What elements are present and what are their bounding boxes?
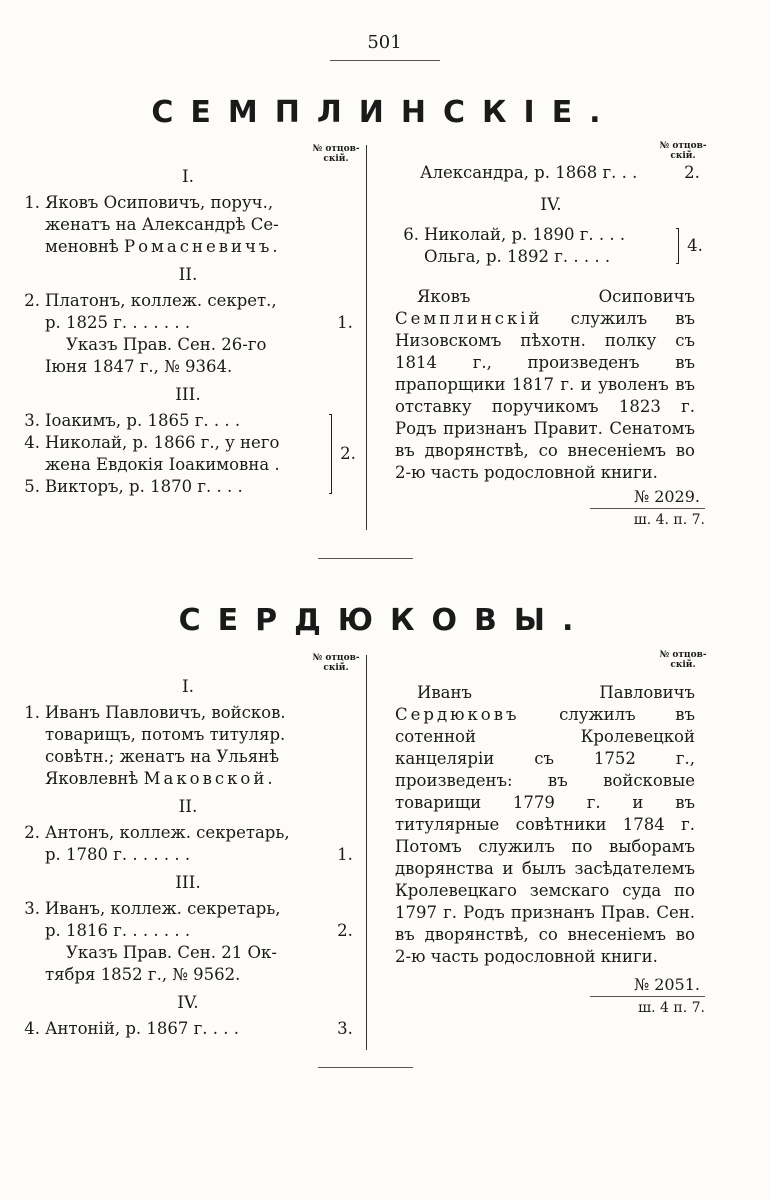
entry-1: 1. Яковъ Осиповичъ, поруч., женатъ на Александрѣ Се- меновнѣ Ромасневичъ. xyxy=(24,193,281,256)
entry-aleksandra: Александра, р. 1868 г. . . 2. xyxy=(420,163,700,182)
entry-olga: Ольга, р. 1892 г. . . . . xyxy=(424,247,611,266)
family2-left-column xyxy=(16,670,360,1040)
generation-2-heading-2: II. xyxy=(178,797,198,817)
otsovsky-header-left-1: № отцов- скій. xyxy=(312,144,360,164)
entry-4-2: 4. Антоній, р. 1867 г. . . . 3. xyxy=(24,1019,353,1038)
entry-3: 3. Іоакимъ, р. 1865 г. . . . xyxy=(24,411,241,430)
generation-4-heading: IV. xyxy=(540,195,562,215)
page-number: 501 xyxy=(367,32,402,53)
generation-3-heading-2: III. xyxy=(175,873,201,893)
otsovsky-header-right-2: № отцов- скій. xyxy=(659,650,707,670)
generation-4-group xyxy=(395,224,707,268)
bracket-brace-1 xyxy=(329,414,332,494)
document-number-1: № 2029. xyxy=(633,487,700,506)
family1-left-column xyxy=(16,160,360,498)
family-title-serdyukovy: СЕРДЮКОВЫ. xyxy=(178,603,591,638)
page-end-divider xyxy=(318,1067,413,1068)
entry-3-2: 3. Иванъ, коллеж. секретарь, р. 1816 г. . . . . . . 2. xyxy=(24,899,353,940)
document-number-2: № 2051. xyxy=(633,975,700,994)
column-divider-1 xyxy=(366,145,367,530)
generation-2-heading: II. xyxy=(178,265,198,285)
shelf-reference-2: ш. 4 п. 7. xyxy=(638,1000,705,1016)
entry-1-2: 1. Иванъ Павловичъ, войсков. товарищъ, потомъ титуляр. совѣтн.; женатъ на Ульянѣ Яковлевнѣ Маковской. xyxy=(24,703,286,788)
ref-generation-4: 4. xyxy=(687,236,703,255)
docno-rule-1 xyxy=(590,508,705,509)
generation-3-group xyxy=(16,410,360,498)
family2-history-note: Иванъ Павловичъ Сердюковъ служилъ въ сотенной Кролевецкой канцеляріи съ 1752 г., произведенъ: въ войсковые товарищи 1779 г. и въ титулярные совѣтники 1784 г. Потомъ служилъ по выборамъ дворянства и былъ засѣдателемъ Кролевецкаго земскаго суда по 1797 г. Родъ признанъ Прав. Сен. въ дворянствѣ, со внесеніемъ во 2-ю часть родословной книги. xyxy=(395,683,695,966)
family-title-semplinskie: СЕМПЛИНСКІЕ. xyxy=(151,95,618,130)
generation-1-heading: I. xyxy=(181,167,195,187)
docno-rule-2 xyxy=(590,996,705,997)
bracket-brace-2 xyxy=(676,228,679,264)
entry-4: 4. Николай, р. 1866 г., у него жена Евдокія Іоакимовна . xyxy=(24,433,280,474)
decree-note-2: Указъ Прав. Сен. 21 Ок- тября 1852 г., № 9562. xyxy=(45,943,277,984)
otsovsky-header-right-1: № отцов- скій. xyxy=(659,141,707,161)
family2-right-column xyxy=(395,682,707,1019)
entry-6: 6. Николай, р. 1890 г. . . . xyxy=(403,225,626,244)
entry-5: 5. Викторъ, р. 1870 г. . . . xyxy=(24,477,243,496)
section-divider xyxy=(318,558,413,559)
family1-right-column xyxy=(395,162,707,531)
family1-history-note: Яковъ Осиповичъ Семплинскій служилъ въ Низовскомъ пѣхотн. полку съ 1814 г., произведенъ въ прапорщики 1817 г. и уволенъ въ отставку поручикомъ 1823 г. Родъ признанъ Правит. Сенатомъ въ дворянствѣ, со внесеніемъ во 2-ю часть родословной книги. xyxy=(395,287,695,482)
decree-note-1: Указъ Прав. Сен. 26-го Іюня 1847 г., № 9364. xyxy=(45,335,267,376)
generation-3-heading: III. xyxy=(175,385,201,405)
entry-2: 2. Платонъ, коллеж. секрет., р. 1825 г. . . . . . . 1. xyxy=(24,291,353,332)
page-number-rule xyxy=(330,60,440,61)
shelf-reference-1: ш. 4. п. 7. xyxy=(633,512,705,528)
entry-2-2: 2. Антонъ, коллеж. секретарь, р. 1780 г. . . . . . . 1. xyxy=(24,823,353,864)
generation-1-heading-2: I. xyxy=(181,677,195,697)
generation-4-heading-2: IV. xyxy=(177,993,199,1013)
otsovsky-header-left-2: № отцов- скій. xyxy=(312,653,360,673)
ref-generation-3: 2. xyxy=(340,444,356,463)
column-divider-2 xyxy=(366,655,367,1050)
